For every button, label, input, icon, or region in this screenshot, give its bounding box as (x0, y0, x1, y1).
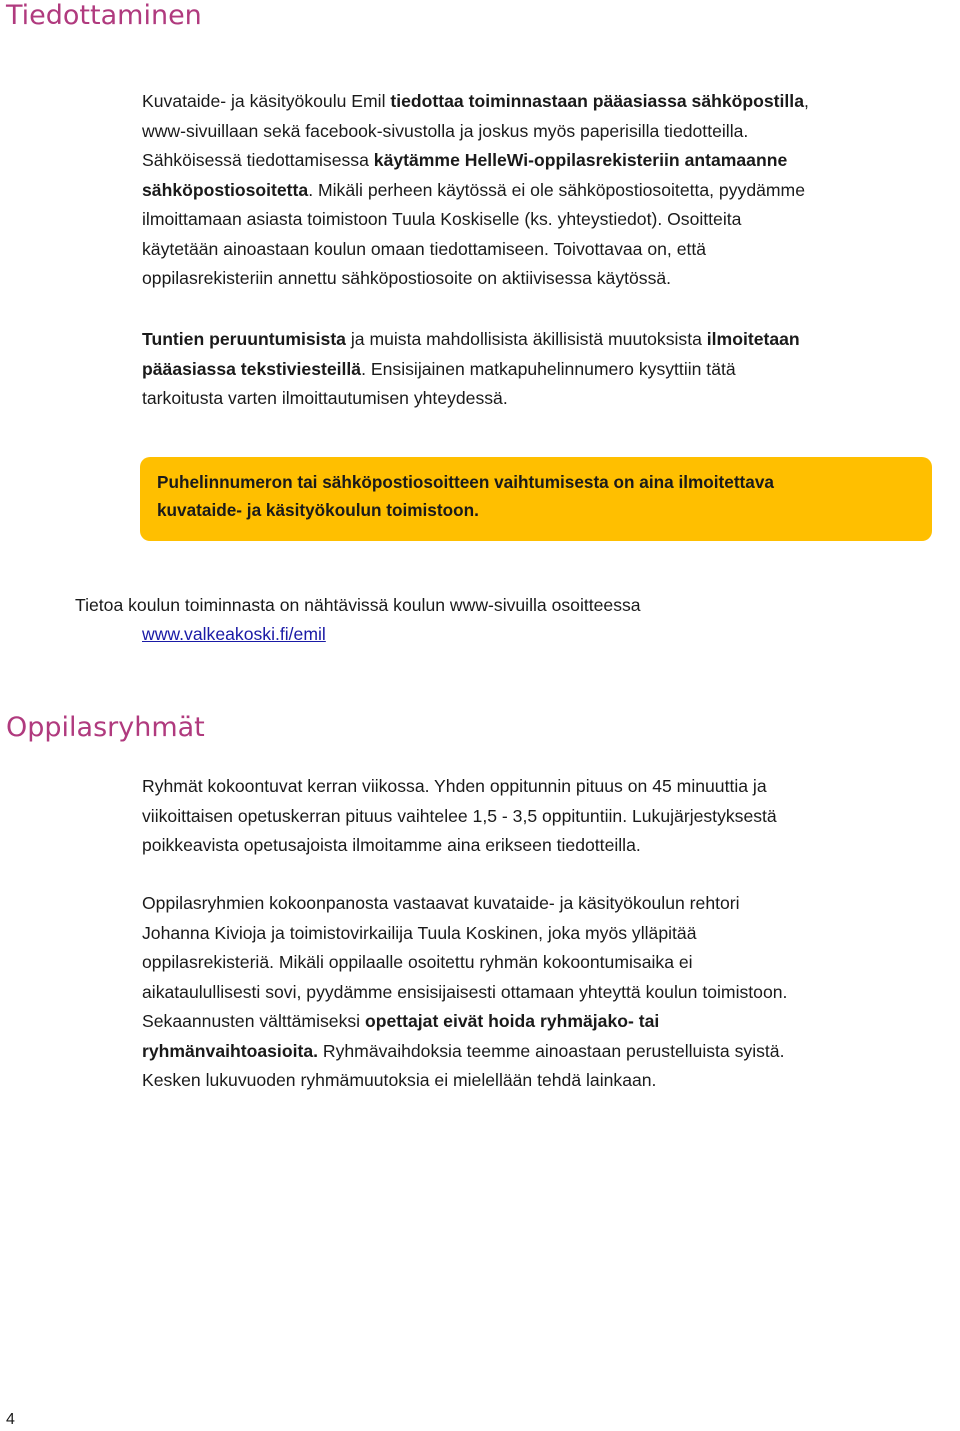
text-segment: aikataulullisesti sovi, pyydämme ensisijaisesti ottamaan yhteyttä koulun toimistoon. (142, 981, 788, 1002)
text-line (142, 146, 960, 176)
text-line (142, 772, 960, 802)
text-line (142, 264, 960, 294)
page-number: 4 (6, 1411, 15, 1428)
text-segment: , (803, 91, 809, 111)
text-line (142, 978, 960, 1008)
text-line (142, 1037, 960, 1067)
text-line (142, 87, 960, 117)
text-line (142, 384, 960, 414)
text-segment: oppilasrekisteriä. Mikäli oppilaalle osoitettu ryhmän kokoontumisaika ei (142, 952, 693, 972)
text-segment: ilmoittamaan asiasta toimistoon Tuula Koskiselle (ks. yhteystiedot). Osoitteita (142, 209, 742, 229)
paragraph-group-schedule (142, 772, 960, 861)
notice-line-1: Puhelinnumeron tai sähköpostiosoitteen vaihtumisesta on aina ilmoitettava (157, 472, 774, 492)
bold-text: tiedottaa toiminnastaan pääasiassa sähköpostilla (390, 91, 804, 111)
text-segment: Ryhmävaihdoksia teemme ainoastaan perustelluista syistä. (318, 1040, 785, 1061)
text-segment: Oppilasryhmien kokoonpanosta vastaavat kuvataide- ja käsityökoulun rehtori (142, 893, 740, 913)
text-segment: Johanna Kivioja ja toimistovirkailija Tuula Koskinen, joka myös ylläpitää (142, 922, 697, 943)
paragraph-email-info (142, 87, 960, 294)
text-segment: käytetään ainoastaan koulun omaan tiedottamiseen. Toivottavaa on, että (142, 238, 707, 259)
text-segment: . Ensisijainen matkapuhelinnumero kysyttiin tätä (361, 358, 736, 379)
text-segment: Kuvataide- ja käsityökoulu Emil (142, 91, 391, 111)
notice-line-2: kuvataide- ja käsityökoulun toimistoon. (157, 500, 479, 520)
website-info-text: Tietoa koulun toiminnasta on nähtävissä koulun www-sivuilla osoitteessa (75, 595, 641, 615)
text-segment: Kesken lukuvuoden ryhmämuutoksia ei mielellään tehdä lainkaan. (142, 1070, 657, 1090)
bold-text: opettajat eivät hoida ryhmäjako- tai (364, 1011, 660, 1031)
text-line (142, 919, 960, 949)
website-info (75, 591, 641, 649)
text-segment: Sähköisessä tiedottamisessa (142, 150, 374, 170)
text-line (142, 889, 960, 919)
text-line (142, 325, 960, 355)
text-line (142, 1066, 960, 1096)
text-line (142, 802, 960, 832)
bold-text: sähköpostiosoitetta (142, 179, 309, 200)
text-segment: Sekaannusten välttämiseksi (142, 1011, 365, 1031)
text-segment: . Mikäli perheen käytössä ei ole sähköpostiosoitetta, pyydämme (308, 179, 805, 200)
text-line (142, 235, 960, 265)
text-line (142, 176, 960, 206)
text-segment: Ryhmät kokoontuvat kerran viikossa. Yhden oppitunnin pituus on 45 minuuttia ja (142, 776, 767, 796)
text-line (142, 1007, 960, 1037)
bold-text: Tuntien peruuntumisista (142, 329, 346, 349)
bold-text: ryhmänvaihtoasioita. (142, 1040, 318, 1061)
paragraph-sms-info (142, 325, 960, 414)
text-segment: viikoittaisen opetuskerran pituus vaihtelee 1,5 - 3,5 oppituntiin. Lukujärjestyksestä (142, 805, 777, 826)
section-heading-tiedottaminen: Tiedottaminen (6, 0, 202, 31)
paragraph-group-composition (142, 889, 960, 1096)
text-segment: ja muista mahdollisista äkillisistä muutoksista (345, 329, 707, 349)
bold-text: ilmoitetaan (706, 329, 800, 349)
bold-text: käytämme HelleWi-oppilasrekisteriin antamaanne (373, 150, 788, 170)
notice-callout (140, 457, 932, 541)
text-segment: poikkeavista opetusajoista ilmoitamme aina erikseen tiedotteilla. (142, 835, 641, 855)
text-line (142, 117, 960, 147)
section-heading-oppilasryhmat: Oppilasryhmät (6, 712, 205, 743)
text-line (142, 948, 960, 978)
text-line (142, 355, 960, 385)
text-line (142, 831, 960, 861)
website-link[interactable]: www.valkeakoski.fi/emil (142, 624, 326, 644)
bold-text: pääasiassa tekstiviesteillä (142, 358, 362, 379)
text-line (142, 205, 960, 235)
text-segment: oppilasrekisteriin annettu sähköpostiosoite on aktiivisessa käytössä. (142, 268, 672, 288)
text-segment: tarkoitusta varten ilmoittautumisen yhteydessä. (142, 388, 508, 408)
text-segment: www-sivuillaan sekä facebook-sivustolla ja joskus myös paperisilla tiedotteilla. (142, 120, 749, 141)
